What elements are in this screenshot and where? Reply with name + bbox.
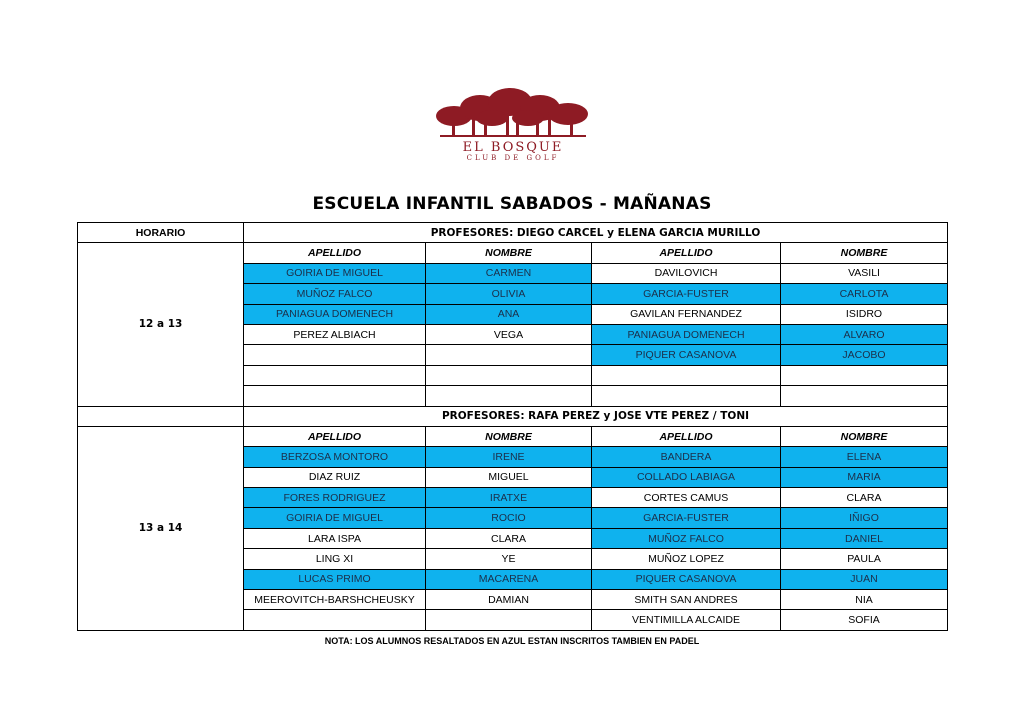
nombre-cell: OLIVIA — [426, 284, 592, 304]
time-slot: 13 a 14 — [78, 426, 244, 630]
svg-text:EL BOSQUE: EL BOSQUE — [462, 140, 564, 155]
column-header-row — [78, 426, 948, 446]
nombre-cell: SOFIA — [781, 610, 948, 630]
apellido-cell: GARCIA-FUSTER — [592, 284, 781, 304]
nombre-cell: JUAN — [781, 569, 948, 589]
nombre-cell: PAULA — [781, 549, 948, 569]
nombre-cell: CLARA — [781, 488, 948, 508]
apellido-cell: MUÑOZ FALCO — [244, 284, 426, 304]
nombre-cell: DANIEL — [781, 528, 948, 548]
nombre-header: NOMBRE — [781, 426, 948, 446]
nombre-cell — [426, 345, 592, 365]
apellido-cell: COLLADO LABIAGA — [592, 467, 781, 487]
apellido-cell: LING XI — [244, 549, 426, 569]
nombre-cell: ELENA — [781, 447, 948, 467]
nombre-header: NOMBRE — [426, 426, 592, 446]
nombre-cell: ANA — [426, 304, 592, 324]
apellido-cell: BANDERA — [592, 447, 781, 467]
nombre-cell: IRATXE — [426, 488, 592, 508]
nombre-cell: YE — [426, 549, 592, 569]
apellido-cell: GOIRIA DE MIGUEL — [244, 508, 426, 528]
apellido-header: APELLIDO — [244, 243, 426, 263]
apellido-cell: MEEROVITCH-BARSHCHEUSKY — [244, 590, 426, 610]
nombre-cell: NIA — [781, 590, 948, 610]
professors-label: PROFESORES: DIEGO CARCEL y ELENA GARCIA MURILLO — [244, 223, 948, 243]
professors-row — [78, 223, 948, 243]
nombre-cell: MACARENA — [426, 569, 592, 589]
spacer-cell — [78, 406, 244, 426]
nombre-cell — [781, 386, 948, 406]
apellido-cell: GAVILAN FERNANDEZ — [592, 304, 781, 324]
horario-header: HORARIO — [78, 223, 244, 243]
nombre-cell: IÑIGO — [781, 508, 948, 528]
nombre-cell: MIGUEL — [426, 467, 592, 487]
apellido-cell: GARCIA-FUSTER — [592, 508, 781, 528]
apellido-header: APELLIDO — [592, 243, 781, 263]
nombre-cell — [781, 365, 948, 385]
apellido-cell: PIQUER CASANOVA — [592, 345, 781, 365]
footnote: NOTA: LOS ALUMNOS RESALTADOS EN AZUL ESTAN INSCRITOS TAMBIEN EN PADEL — [324, 636, 700, 646]
apellido-cell: DIAZ RUIZ — [244, 467, 426, 487]
nombre-cell: CARLOTA — [781, 284, 948, 304]
club-logo — [432, 88, 594, 162]
apellido-cell — [592, 365, 781, 385]
nombre-header: NOMBRE — [781, 243, 948, 263]
nombre-header: NOMBRE — [426, 243, 592, 263]
apellido-cell: VENTIMILLA ALCAIDE — [592, 610, 781, 630]
apellido-cell — [244, 365, 426, 385]
apellido-cell: CORTES CAMUS — [592, 488, 781, 508]
apellido-cell: MUÑOZ LOPEZ — [592, 549, 781, 569]
nombre-cell: VEGA — [426, 324, 592, 344]
apellido-cell — [244, 345, 426, 365]
apellido-header: APELLIDO — [592, 426, 781, 446]
nombre-cell: CARMEN — [426, 263, 592, 283]
page-title: ESCUELA INFANTIL SABADOS - MAÑANAS — [312, 194, 712, 214]
nombre-cell: MARIA — [781, 467, 948, 487]
apellido-header: APELLIDO — [244, 426, 426, 446]
apellido-cell — [244, 610, 426, 630]
nombre-cell — [426, 386, 592, 406]
apellido-cell: BERZOSA MONTORO — [244, 447, 426, 467]
apellido-cell — [592, 386, 781, 406]
nombre-cell: DAMIAN — [426, 590, 592, 610]
apellido-cell: FORES RODRIGUEZ — [244, 488, 426, 508]
apellido-cell: MUÑOZ FALCO — [592, 528, 781, 548]
apellido-cell: PEREZ ALBIACH — [244, 324, 426, 344]
nombre-cell: CLARA — [426, 528, 592, 548]
apellido-cell: PANIAGUA DOMENECH — [592, 324, 781, 344]
apellido-cell: GOIRIA DE MIGUEL — [244, 263, 426, 283]
nombre-cell: ISIDRO — [781, 304, 948, 324]
nombre-cell: ROCIO — [426, 508, 592, 528]
nombre-cell — [426, 365, 592, 385]
nombre-cell: VASILI — [781, 263, 948, 283]
professors-row — [78, 406, 948, 426]
column-header-row — [78, 243, 948, 263]
nombre-cell: ALVARO — [781, 324, 948, 344]
time-slot: 12 a 13 — [78, 243, 244, 406]
nombre-cell: IRENE — [426, 447, 592, 467]
svg-text:CLUB DE GOLF: CLUB DE GOLF — [466, 154, 560, 162]
apellido-cell: LARA ISPA — [244, 528, 426, 548]
nombre-cell: JACOBO — [781, 345, 948, 365]
apellido-cell: PANIAGUA DOMENECH — [244, 304, 426, 324]
apellido-cell: DAVILOVICH — [592, 263, 781, 283]
apellido-cell: LUCAS PRIMO — [244, 569, 426, 589]
schedule-table — [77, 222, 948, 631]
apellido-cell: SMITH SAN ANDRES — [592, 590, 781, 610]
professors-label: PROFESORES: RAFA PEREZ y JOSE VTE PEREZ / TONI — [244, 406, 948, 426]
apellido-cell: PIQUER CASANOVA — [592, 569, 781, 589]
trees-icon — [432, 88, 594, 162]
nombre-cell — [426, 610, 592, 630]
apellido-cell — [244, 386, 426, 406]
